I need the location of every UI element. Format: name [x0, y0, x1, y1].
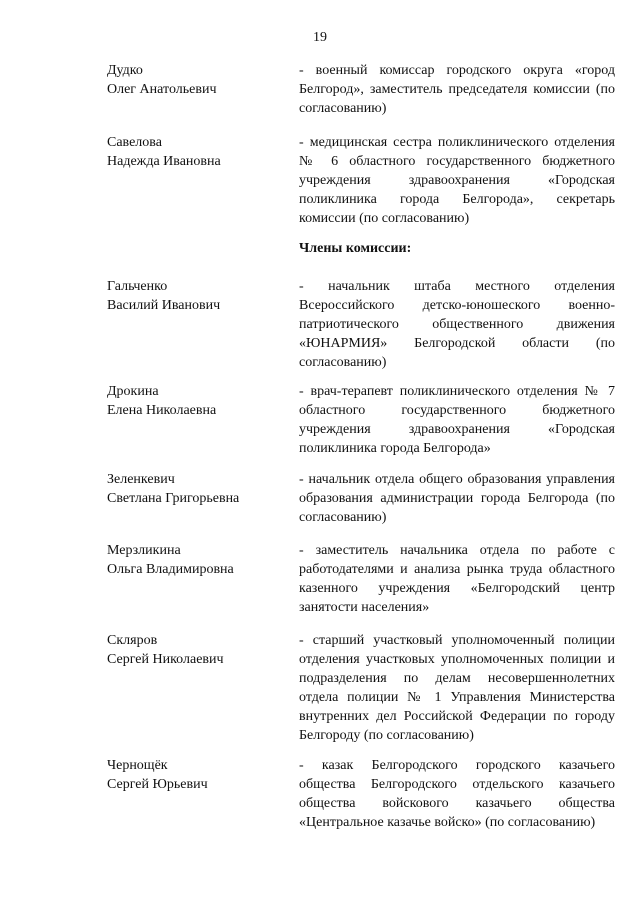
member-name: Савелова Надежда Ивановна — [107, 135, 221, 169]
member-name: Мерзликина Ольга Владимировна — [107, 543, 234, 577]
member-role: - заместитель начальника отдела по работе с работодателями и анализа рынка труда областного казенного учреждения «Белгородский центр занятости населения» — [299, 543, 615, 615]
member-name: Дрокина Елена Николаевна — [107, 384, 217, 418]
member-name: Гальченко Василий Иванович — [107, 279, 221, 313]
member-role: - начальник отдела общего образования управления образования администрации города Белгорода (по согласованию) — [299, 472, 615, 525]
page-number: 19 — [313, 30, 327, 45]
member-role: - медицинская сестра поликлинического отделения № 6 областного государственного бюджетного учреждения здравоохранения «Городская поликлиника города Белгорода», секретарь комиссии (по согласованию) — [299, 135, 615, 226]
member-role: - начальник штаба местного отделения Всероссийского детско-юношеского военно-патриотического общественного движения «ЮНАРМИЯ» Белгородской области (по согласованию) — [299, 279, 615, 370]
member-name: Скляров Сергей Николаевич — [107, 633, 224, 667]
section-heading: Члены комиссии: — [299, 241, 412, 256]
member-role: - казак Белгородского городского казачьего общества Белгородского отдельского казачьего общества войскового казачьего общества «Центральное казачье войско» (по согласованию) — [299, 758, 615, 830]
member-name: Зеленкевич Светлана Григорьевна — [107, 472, 240, 506]
member-role: - врач-терапевт поликлинического отделения № 7 областного государственного бюджетного учреждения здравоохранения «Городская поликлиника города Белгорода» — [299, 384, 615, 456]
member-name: Чернощёк Сергей Юрьевич — [107, 758, 208, 792]
member-role: - старший участковый уполномоченный полиции отделения участковых уполномоченных полиции и подразделения по делам несовершеннолетних отдела полиции № 1 Управления Министерства внутренних дел Российской Федерации по городу Белгороду (по согласованию) — [299, 633, 615, 743]
member-role: - военный комиссар городского округа «город Белгород», заместитель председателя комиссии (по согласованию) — [299, 63, 615, 116]
member-name: Дудко Олег Анатольевич — [107, 63, 217, 97]
